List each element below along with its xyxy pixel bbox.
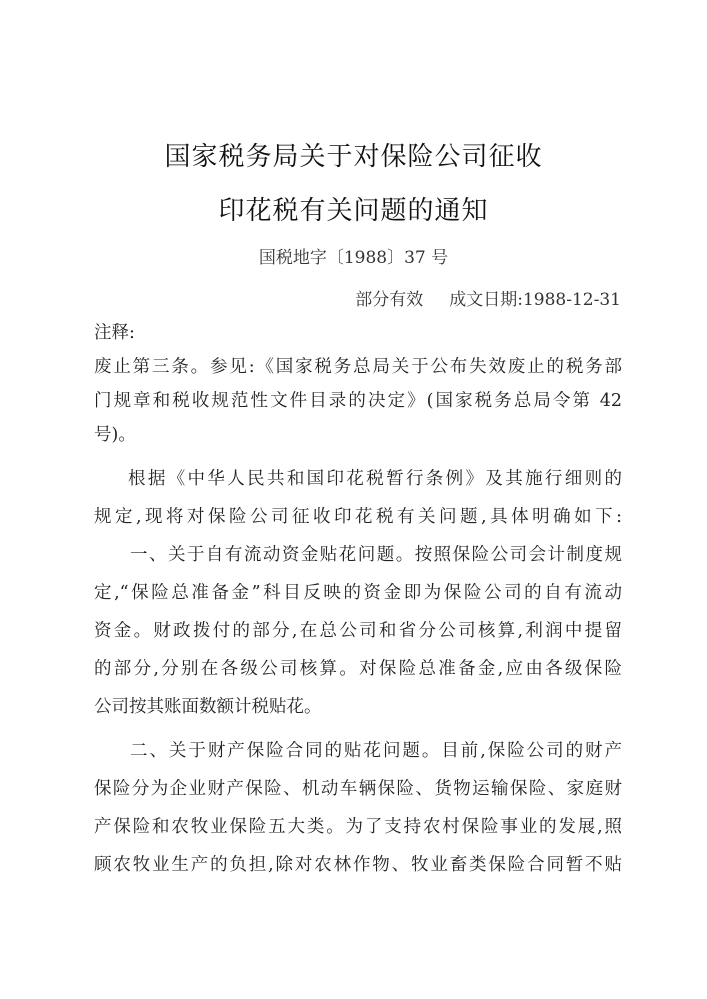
document-title-line-1: 国家税务局关于对保险公司征收: [164, 142, 543, 172]
body-paragraph-line: 定,“保险总准备金”科目反映的资金即为保险公司的自有流动: [94, 583, 622, 603]
document-title-line-2: 印花税有关问题的通知: [218, 196, 489, 226]
body-paragraph-line: 公司按其账面数额计税贴花。: [94, 697, 322, 717]
document-number: 国税地字〔1988〕37 号: [258, 248, 449, 268]
validity-status: 部分有效: [355, 290, 424, 310]
body-paragraph-line: 根据《中华人民共和国印花税暂行条例》及其施行细则的: [128, 469, 622, 489]
body-paragraph-line: 规定,现将对保险公司征收印花税有关问题,具体明确如下:: [94, 507, 622, 527]
body-paragraph-line: 一、关于自有流动资金贴花问题。按照保险公司会计制度规: [130, 545, 622, 565]
validity-and-date: [355, 285, 621, 310]
body-paragraph-line: 保险分为企业财产保险、机动车辆保险、货物运输保险、家庭财: [94, 779, 622, 799]
note-line: 废止第三条。参见:《国家税务总局关于公布失效废止的税务部: [94, 357, 622, 377]
note-line: 号)。: [94, 425, 136, 445]
body-paragraph-line: 的部分,分别在各级公司核算。对保险总准备金,应由各级保险: [94, 659, 622, 679]
body-paragraph-line: 产保险和农牧业保险五大类。为了支持农村保险事业的发展,照: [94, 817, 622, 837]
note-line: 门规章和税收规范性文件目录的决定》(国家税务总局令第 42: [94, 391, 622, 411]
note-heading: 注释:: [94, 323, 135, 343]
body-paragraph-line: 顾农牧业生产的负担,除对农林作物、牧业畜类保险合同暂不贴: [94, 855, 622, 875]
body-paragraph-line: 二、关于财产保险合同的贴花问题。目前,保险公司的财产: [130, 741, 622, 761]
issue-date: 成文日期:1988-12-31: [449, 290, 621, 310]
body-paragraph-line: 资金。财政拨付的部分,在总公司和省分公司核算,利润中提留: [94, 621, 622, 641]
